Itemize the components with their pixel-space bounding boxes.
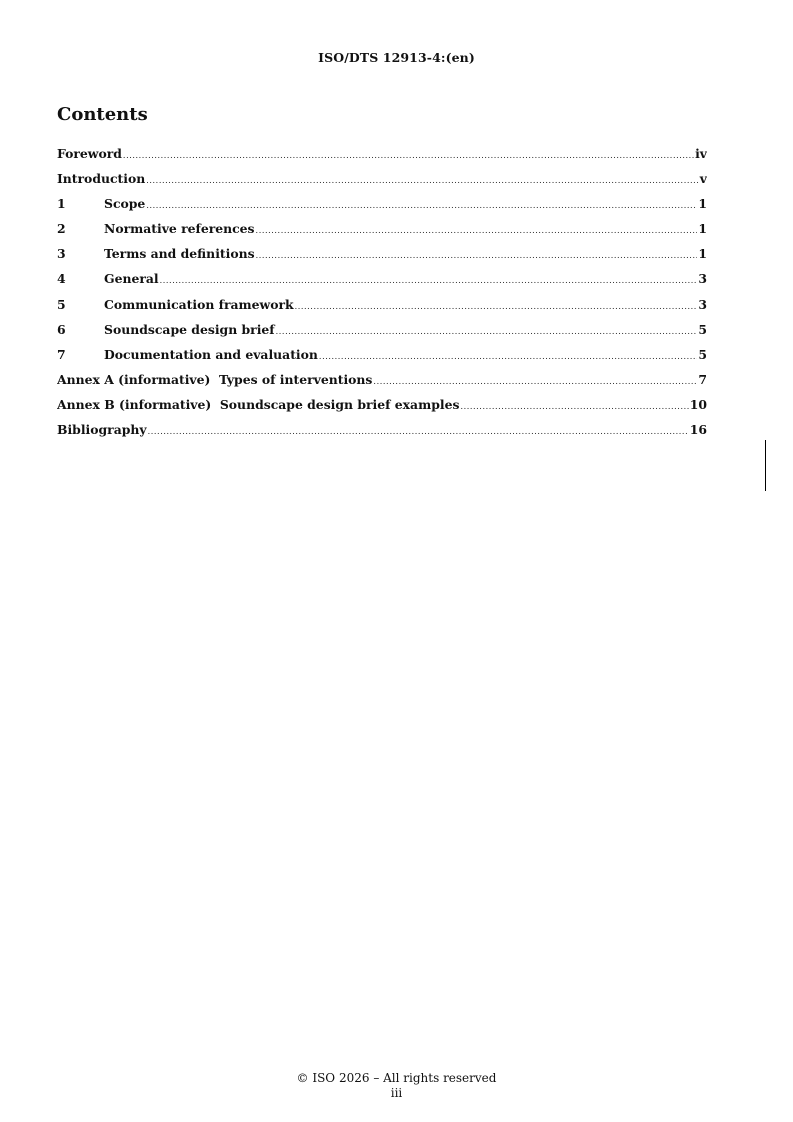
table-of-contents: [57, 146, 707, 447]
toc-entry-title: Documentation and evaluation: [104, 346, 318, 362]
toc-dot-leader: [256, 251, 698, 260]
toc-entry-bibliography[interactable]: [57, 422, 707, 447]
toc-dot-leader: [256, 226, 698, 235]
page-number: iii: [390, 1086, 403, 1100]
toc-entry-title: Terms and definitions: [104, 246, 255, 262]
toc-entry-annex-a[interactable]: [57, 372, 707, 397]
toc-entry-page: 10: [689, 396, 707, 412]
toc-entry-number: 7: [57, 346, 66, 362]
copyright-notice: © ISO 2026 – All rights reserved: [296, 1071, 497, 1085]
toc-dot-leader: [160, 276, 698, 285]
toc-entry-soundscape-design-brief[interactable]: [57, 322, 707, 347]
toc-entry-documentation-and-evaluation[interactable]: [57, 347, 707, 372]
toc-entry-title: Bibliography: [57, 422, 147, 438]
toc-entry-page: 7: [698, 371, 707, 387]
toc-entry-number: 6: [57, 321, 66, 337]
page-footer: [0, 1071, 793, 1101]
toc-entry-page: iv: [695, 146, 707, 161]
document-header: ISO/DTS 12913-4:(en): [318, 50, 475, 65]
toc-entry-title: Annex A (informative) Types of interventions: [57, 371, 373, 387]
toc-entry-title: Soundscape design brief: [104, 321, 275, 337]
contents-heading: Contents: [57, 104, 148, 125]
toc-dot-leader: [146, 201, 697, 210]
toc-entry-title: Normative references: [104, 221, 255, 237]
toc-entry-number: 3: [57, 246, 66, 262]
toc-entry-introduction[interactable]: [57, 171, 707, 196]
toc-entry-title: Communication framework: [104, 296, 294, 312]
toc-entry-page: 3: [698, 271, 707, 287]
toc-dot-leader: [460, 402, 688, 411]
toc-entry-number: 4: [57, 271, 66, 287]
toc-entry-page: 3: [698, 296, 707, 312]
toc-entry-page: 5: [698, 321, 707, 337]
toc-entry-title: Introduction: [57, 171, 146, 187]
toc-entry-communication-framework[interactable]: [57, 297, 707, 322]
toc-dot-leader: [373, 377, 697, 386]
toc-entry-title: Annex B (informative) Soundscape design brief examples: [57, 396, 460, 412]
toc-entry-page: 16: [689, 422, 707, 438]
toc-entry-scope[interactable]: [57, 196, 707, 221]
toc-entry-page: 1: [698, 196, 707, 212]
toc-entry-page: 5: [698, 346, 707, 362]
toc-entry-general[interactable]: [57, 271, 707, 296]
toc-entry-number: 2: [57, 221, 66, 237]
toc-entry-normative-references[interactable]: [57, 221, 707, 246]
toc-entry-foreword[interactable]: [57, 146, 707, 171]
revision-change-bar: [765, 440, 766, 491]
toc-dot-leader: [123, 151, 694, 160]
toc-dot-leader: [319, 352, 697, 361]
toc-dot-leader: [295, 302, 698, 311]
toc-entry-title: General: [104, 271, 159, 287]
toc-entry-number: 1: [57, 196, 66, 212]
toc-dot-leader: [276, 327, 698, 336]
toc-entry-number: 5: [57, 296, 66, 312]
toc-dot-leader: [148, 427, 689, 436]
toc-entry-title: Foreword: [57, 146, 122, 161]
toc-entry-title: Scope: [104, 196, 146, 212]
toc-entry-annex-b[interactable]: [57, 397, 707, 422]
toc-entry-terms-and-definitions[interactable]: [57, 246, 707, 271]
toc-entry-page: v: [699, 171, 707, 187]
toc-entry-page: 1: [698, 246, 707, 262]
toc-entry-page: 1: [698, 221, 707, 237]
toc-dot-leader: [146, 176, 699, 185]
